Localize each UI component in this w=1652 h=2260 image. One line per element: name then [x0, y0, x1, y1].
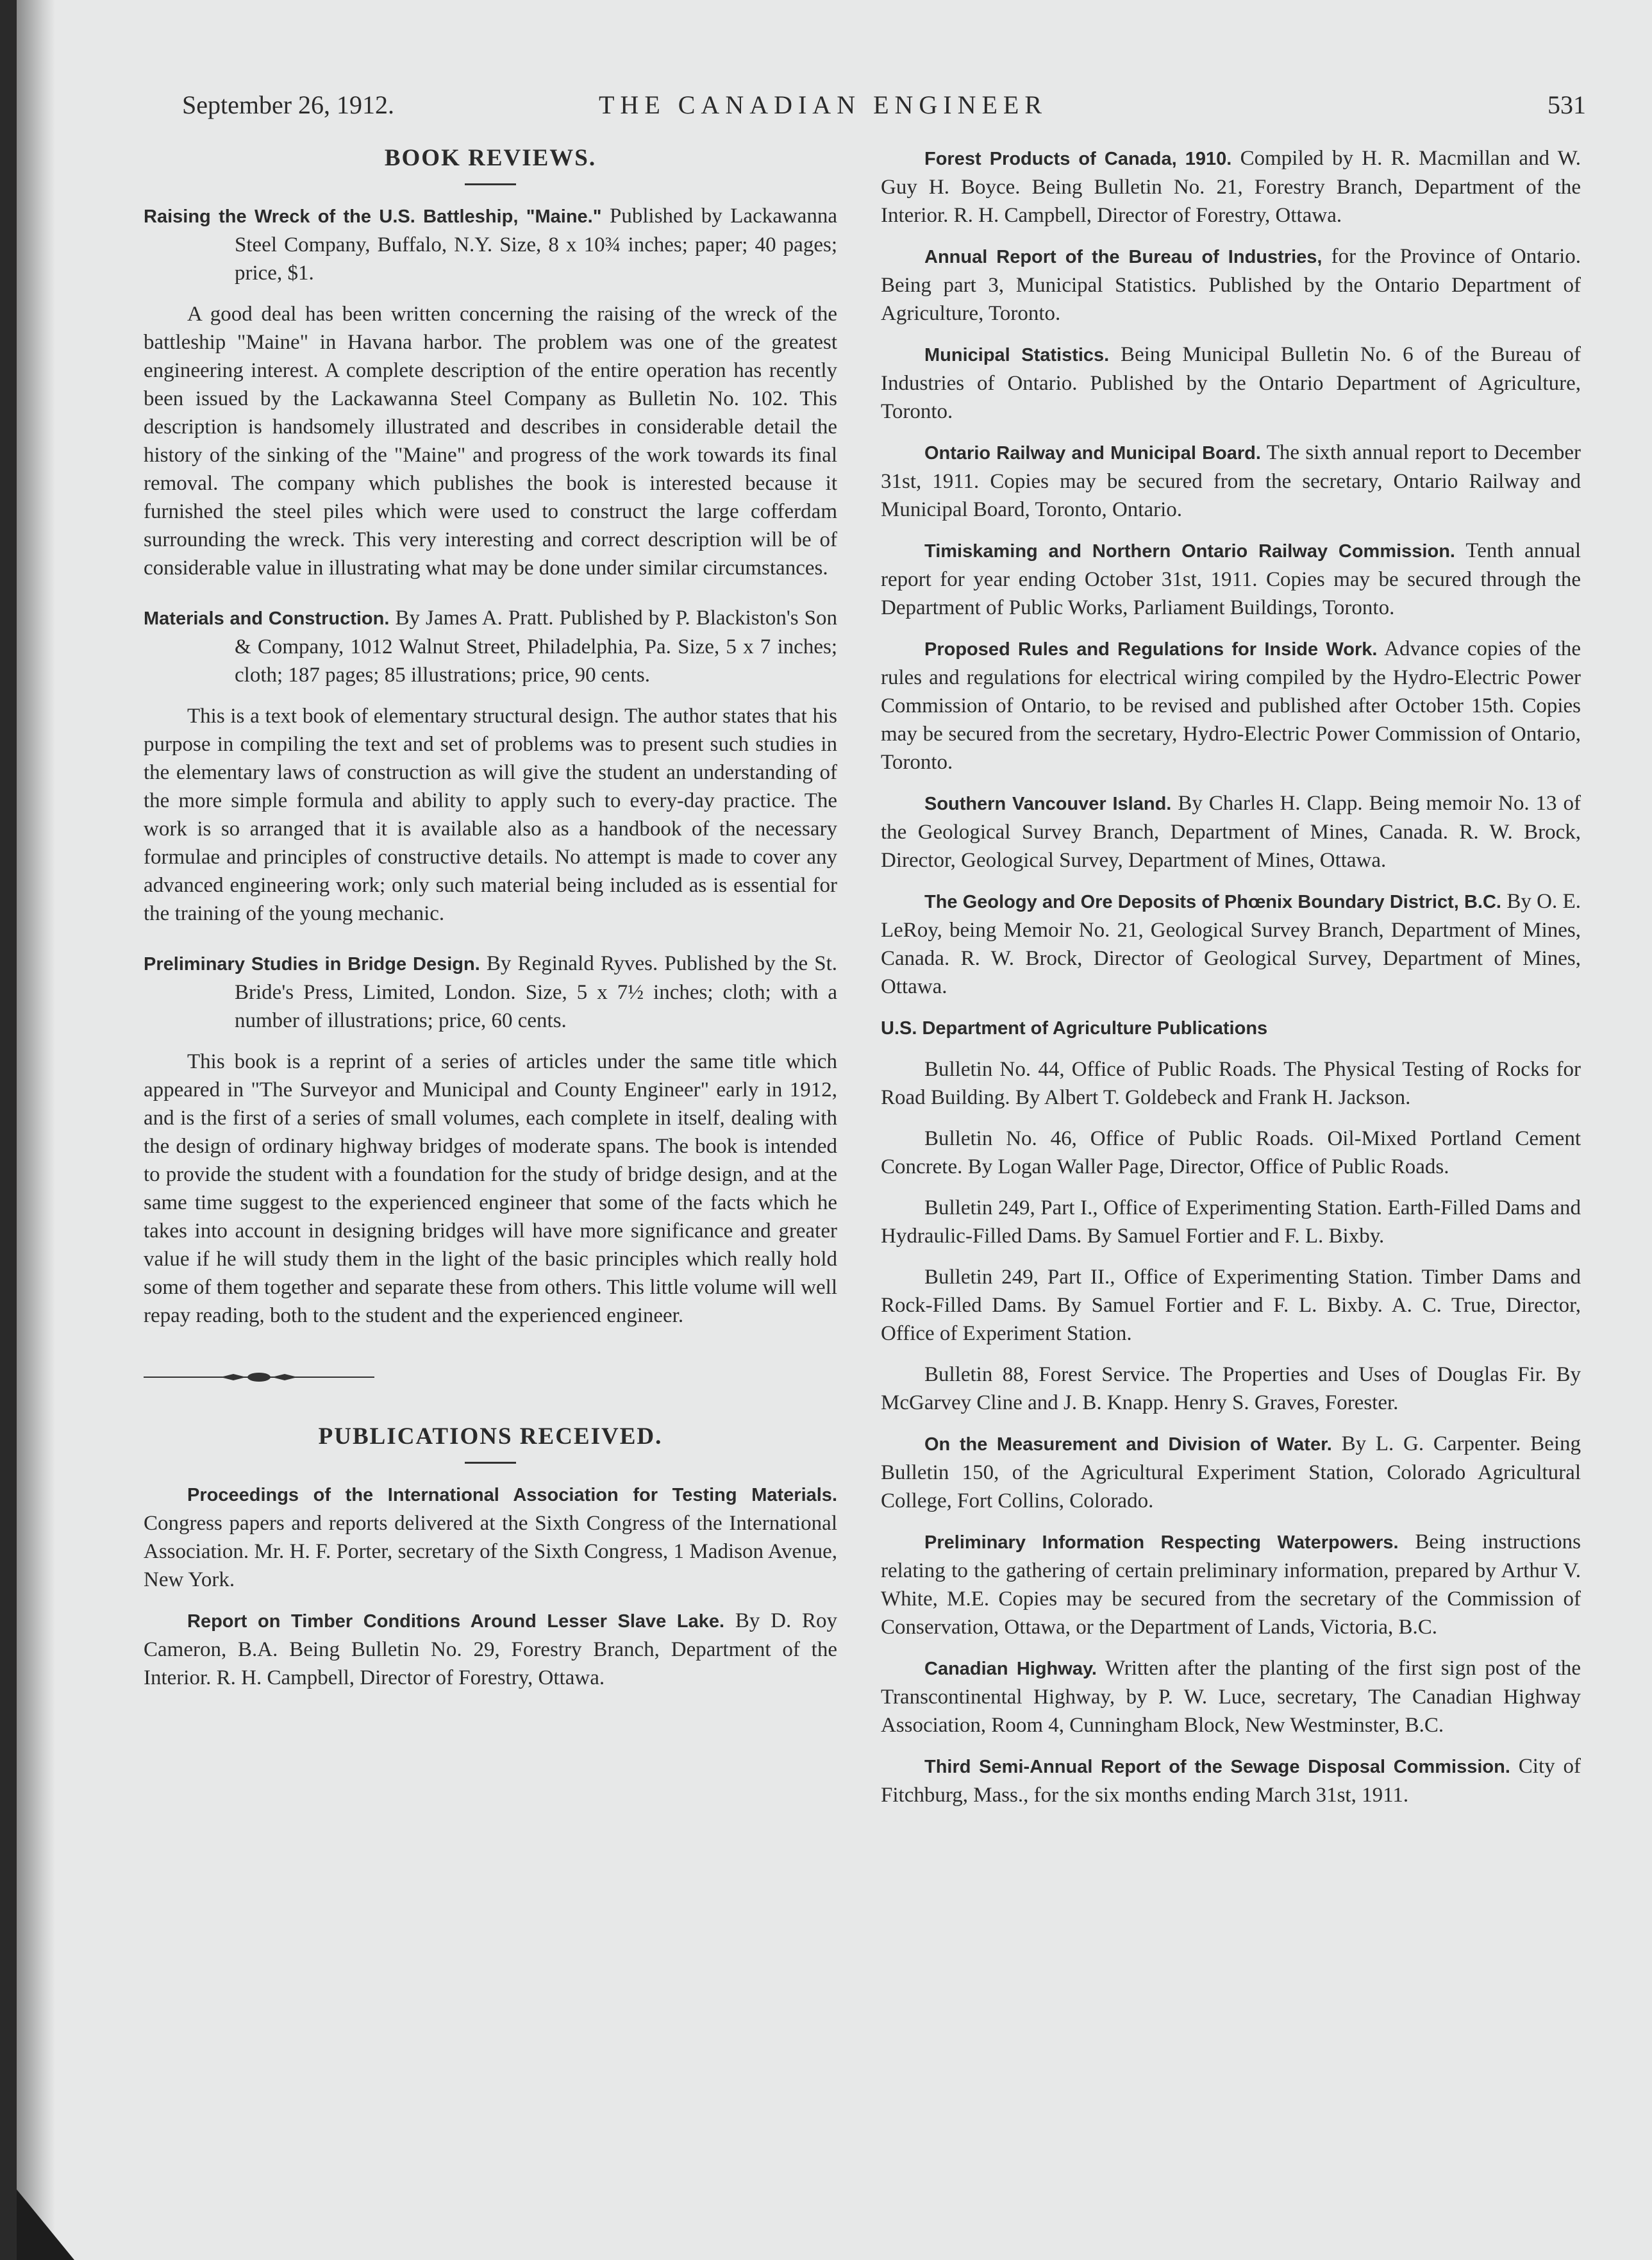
right-column — [881, 144, 1581, 1809]
left-column — [144, 144, 837, 1692]
publication-title: Southern Vancouver Island. — [924, 794, 1172, 814]
header-date: September 26, 1912. — [182, 90, 395, 119]
magazine-page — [17, 0, 1652, 2260]
publication-text: The sixth annual report to December 31st, 1911. Copies may be secured from the secretary, Ontario Railway and Municipal Board, Toronto, Ontario. — [881, 441, 1581, 521]
book-reviews-heading: BOOK REVIEWS. — [384, 145, 597, 171]
publication-text: Tenth annual report for year ending October 31st, 1911. Copies may be secured through the Department of Public Works, Parliament Buildings, Toronto. — [881, 539, 1581, 619]
publications-heading: PUBLICATIONS RECEIVED. — [318, 1423, 663, 1450]
publication-text: Advance copies of the rules and regulations for electrical wiring compiled by the Hydro-Electric Power Commission of Ontario, to be revised and published after October 15th. Copies may be secured from the secretary, Hydro-Electric Power Commission of Ontario, Toronto. — [881, 637, 1581, 774]
publication-title: Third Semi-Annual Report of the Sewage Disposal Commission. — [924, 1757, 1510, 1777]
review-entry — [144, 604, 837, 928]
publication-title: Ontario Railway and Municipal Board. — [924, 443, 1261, 464]
publication-text: Congress papers and reports delivered at the Sixth Congress of the International Association. Mr. H. F. Porter, secretary of the Sixth Congress, 1 Madison Avenue, New York. — [144, 1512, 837, 1591]
page-corner-shadow — [17, 2189, 74, 2260]
review-body: This book is a reprint of a series of articles under the same title which appeared in "The Surveyor and Municipal and County Engineer" early in 1912, and is the first of a series of small volumes, each complete in itself, dealing with the design of ordinary highway bridges of moderate spans. The book is intended to provide the student with a foundation for the study of bridge design, and at the same time suggest to the experienced engineer that some of the facts which he takes into account in designing bridges will have more significance and greater value if he will study them in the light of the basic principles which really hold some of them together and separate these from others. This little volume will well repay reading, both to the student and the experienced engineer. — [144, 1050, 837, 1327]
publication-text: Being instructions relating to the gathering of certain preliminary information, prepared by Arthur V. White, M.E. Copies may be secured from the secretary of the Commission of Conservation, Ottawa, or the Department of Lands, Victoria, B.C. — [881, 1530, 1581, 1639]
publication-entry — [881, 887, 1581, 1001]
publication-entry — [881, 1752, 1581, 1809]
header-journal-title: THE CANADIAN ENGINEER — [599, 90, 1048, 119]
publication-title: Municipal Statistics. — [924, 345, 1110, 365]
heading-rule — [465, 183, 516, 185]
publication-title: Report on Timber Conditions Around Lesser Slave Lake. — [187, 1611, 725, 1632]
review-title: Raising the Wreck of the U.S. Battleship, "Maine." — [144, 206, 602, 227]
publication-text: By O. E. LeRoy, being Memoir No. 21, Geological Survey Branch, Department of Mines, Canada. R. W. Brock, Director of Geological Survey, Department of Mines, Ottawa. — [881, 890, 1581, 998]
publication-text: By L. G. Carpenter. Being Bulletin 150, of the Agricultural Experiment Station, Colorado Agricultural College, Fort Collins, Colorado. — [881, 1432, 1581, 1512]
publication-text: for the Province of Ontario. Being part 3, Municipal Statistics. Published by the Ontario Department of Agriculture, Toronto. — [881, 245, 1581, 325]
publication-title: Proceedings of the International Association for Testing Materials. — [187, 1485, 837, 1505]
publication-title: Forest Products of Canada, 1910. — [924, 149, 1232, 169]
section-divider-ornament — [144, 1371, 374, 1384]
review-title: Materials and Construction. — [144, 608, 390, 629]
publication-entry — [881, 537, 1581, 622]
publication-entry — [881, 1430, 1581, 1515]
publication-entry — [144, 1607, 837, 1692]
review-entry — [144, 950, 837, 1330]
page-spine-shadow — [17, 0, 55, 2260]
publication-entry — [881, 635, 1581, 776]
usda-bulletin: Bulletin 249, Part II., Office of Experimenting Station. Timber Dams and Rock-Filled Dams. By Samuel Fortier and F. L. Bixby. A. C. True, Director, Office of Experiment Station. — [881, 1266, 1581, 1345]
publication-entry — [881, 242, 1581, 328]
publication-title: Proposed Rules and Regulations for Inside Work. — [924, 639, 1378, 660]
usda-bulletin: Bulletin No. 46, Office of Public Roads. Oil-Mixed Portland Cement Concrete. By Logan Waller Page, Director, Office of Public Roads. — [881, 1127, 1581, 1178]
review-details: By Reginald Ryves. Published by the St. Bride's Press, Limited, London. Size, 5 x 7½ inches; cloth; with a number of illustrations; price, 60 cents. — [235, 952, 837, 1032]
publication-entry — [881, 340, 1581, 426]
publication-title: Timiskaming and Northern Ontario Railway Commission. — [924, 541, 1455, 562]
publication-title: Annual Report of the Bureau of Industries, — [924, 247, 1322, 267]
publication-title: On the Measurement and Division of Water. — [924, 1434, 1332, 1455]
publication-text: By Charles H. Clapp. Being memoir No. 13 of the Geological Survey Branch, Department of Mines, Canada. R. W. Brock, Director, Geological Survey, Department of Mines, Ottawa. — [881, 792, 1581, 872]
review-entry — [144, 202, 837, 582]
usda-subheading — [881, 1014, 1581, 1042]
usda-subheading-text: U.S. Department of Agriculture Publications — [881, 1018, 1268, 1039]
review-details: Published by Lackawanna Steel Company, Buffalo, N.Y. Size, 8 x 10¾ inches; paper; 40 pages; price, $1. — [235, 205, 838, 285]
publication-entry — [144, 1480, 837, 1594]
review-title: Preliminary Studies in Bridge Design. — [144, 954, 480, 975]
usda-bulletin: Bulletin 88, Forest Service. The Properties and Uses of Douglas Fir. By McGarvey Cline and J. B. Knapp. Henry S. Graves, Forester. — [881, 1363, 1581, 1414]
review-body: This is a text book of elementary structural design. The author states that his purpose in compiling the text and set of problems was to present such studies in the elementary laws of construction as will give the student an understanding of the more simple formula and ability to apply such to every-day practice. The work is so arranged that it is available also as a handbook of the necessary formulae and principles of constructive details. No attempt is made to cover any advanced engineering work; only such material being included as is essential for the training of the young mechanic. — [144, 705, 837, 925]
publication-entry — [881, 789, 1581, 875]
page-header — [163, 90, 1586, 128]
usda-bulletin: Bulletin 249, Part I., Office of Experimenting Station. Earth-Filled Dams and Hydraulic-Filled Dams. By Samuel Fortier and F. L. Bixby. — [881, 1196, 1581, 1248]
publication-title: Preliminary Information Respecting Waterpowers. — [924, 1532, 1399, 1553]
publication-entry — [881, 1528, 1581, 1641]
review-body: A good deal has been written concerning the raising of the wreck of the battleship "Maine" in Havana harbor. The problem was one of the greatest engineering interest. A complete description of the entire operation has recently been issued by the Lackawanna Steel Company as Bulletin No. 102. This description is handsomely illustrated and describes in considerable detail the history of the sinking of the "Maine" and progress of the work towards its final removal. The company which publishes the book is interested because it furnished the steel piles which were used to construct the large cofferdam surrounding the wreck. This very interesting and correct description will be of considerable value in illustrating what may be done under similar circumstances. — [144, 303, 837, 580]
publication-title: Canadian Highway. — [924, 1659, 1097, 1679]
publication-text: City of Fitchburg, Mass., for the six months ending March 31st, 1911. — [881, 1755, 1581, 1807]
heading-rule — [465, 1462, 516, 1464]
publication-text: Written after the planting of the first sign post of the Transcontinental Highway, by P. W. Luce, secretary, The Canadian Highway Association, Room 4, Cunningham Block, New Westminster, B.C. — [881, 1657, 1581, 1737]
header-page-number: 531 — [1548, 90, 1586, 119]
publication-title: The Geology and Ore Deposits of Phœnix Boundary District, B.C. — [924, 892, 1501, 912]
publication-text: Compiled by H. R. Macmillan and W. Guy H. Boyce. Being Bulletin No. 21, Forestry Branch, Department of the Interior. R. H. Campbell, Director of Forestry, Ottawa. — [881, 147, 1581, 227]
publication-entry — [881, 439, 1581, 524]
usda-bulletin: Bulletin No. 44, Office of Public Roads. The Physical Testing of Rocks for Road Building. By Albert T. Goldebeck and Frank H. Jackson. — [881, 1058, 1581, 1109]
publication-text: By D. Roy Cameron, B.A. Being Bulletin No. 29, Forestry Branch, Department of the Interior. R. H. Campbell, Director of Forestry, Ottawa. — [144, 1609, 837, 1689]
publication-text: Being Municipal Bulletin No. 6 of the Bureau of Industries of Ontario. Published by the Ontario Department of Agriculture, Toronto. — [881, 343, 1581, 423]
publication-entry — [881, 1654, 1581, 1739]
publication-entry — [881, 144, 1581, 230]
review-details: By James A. Pratt. Published by P. Blackiston's Son & Company, 1012 Walnut Street, Philadelphia, Pa. Size, 5 x 7 inches; cloth; 187 pages; 85 illustrations; price, 90 cents. — [235, 607, 838, 687]
